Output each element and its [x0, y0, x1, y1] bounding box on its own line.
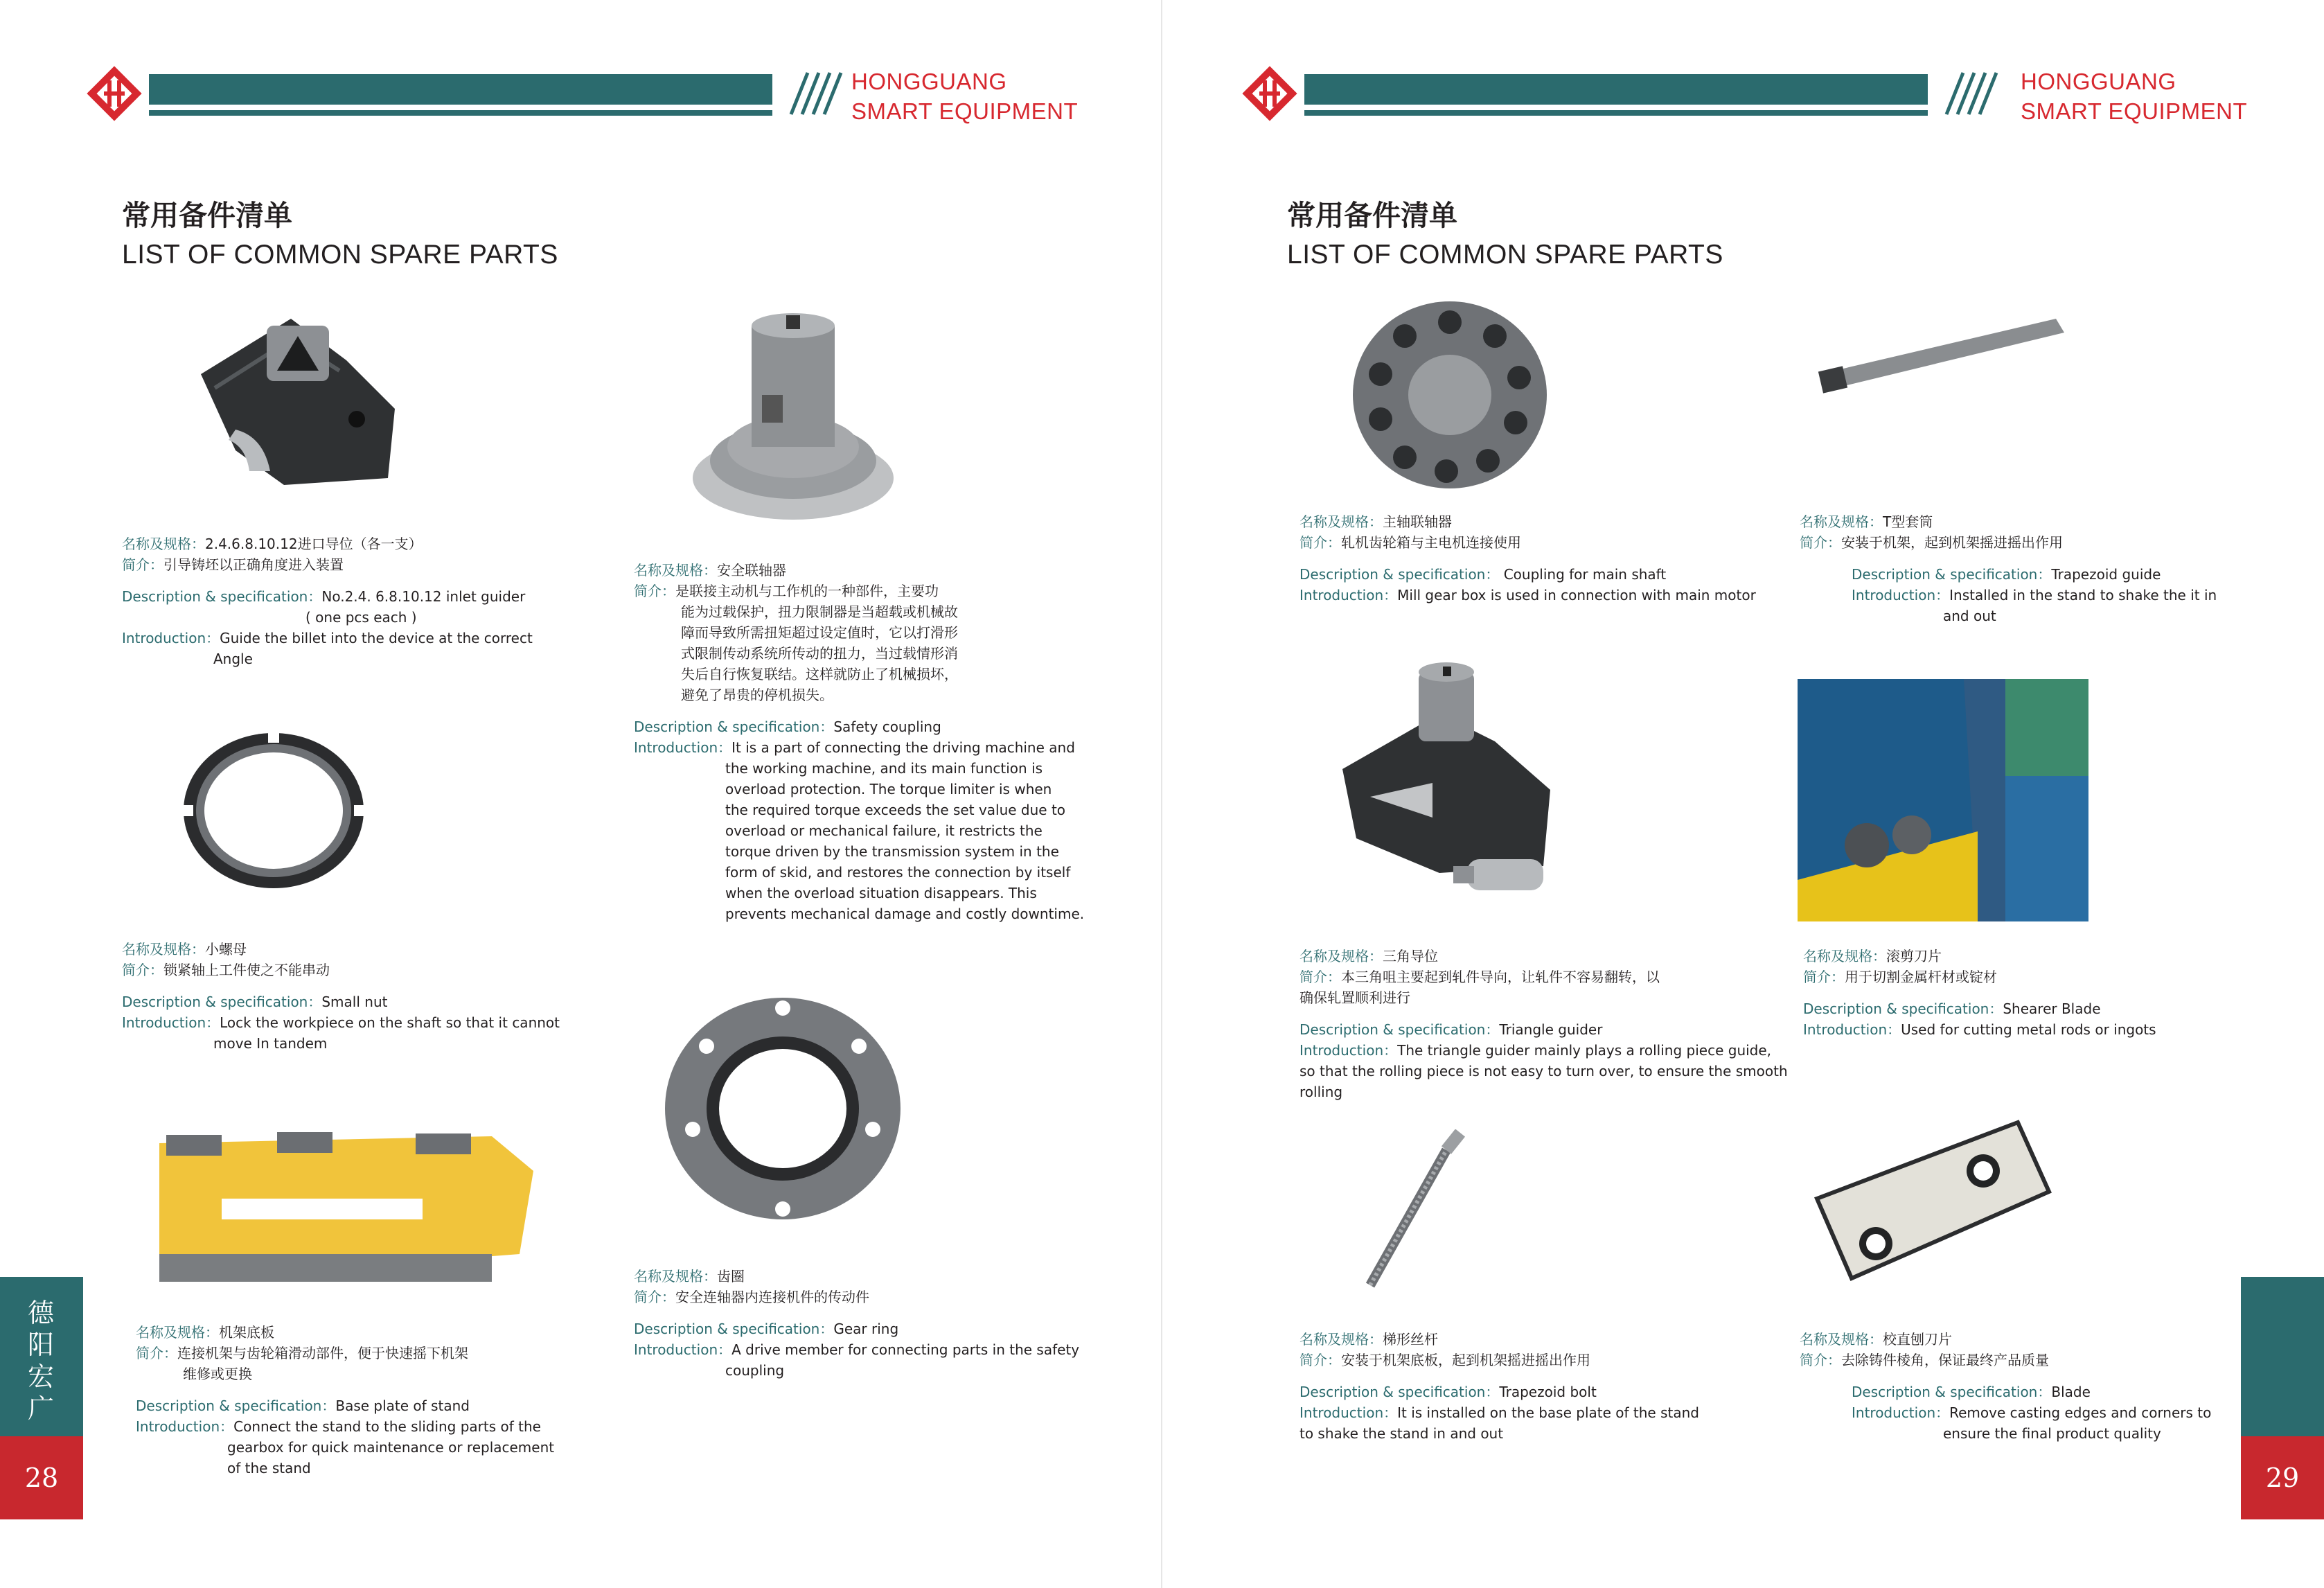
intro-label: Introduction： — [122, 1014, 220, 1031]
item-desc: Blade — [2051, 1384, 2091, 1400]
intro-label: Introduction： — [634, 739, 732, 756]
intro-label: Introduction： — [1803, 1021, 1901, 1038]
item-name: 2.4.6.8.10.12进口导位（各一支） — [205, 536, 423, 552]
brand-line-2: SMART EQUIPMENT — [2021, 98, 2248, 124]
triangle-guider-image — [1329, 658, 1578, 921]
intro-label: Introduction： — [1300, 587, 1398, 603]
item-intro: Used for cutting metal rods or ingots — [1901, 1021, 2156, 1038]
brief-line: 障而导致所需扭矩超过设定值时，它以打滑形 — [681, 624, 958, 641]
item-name: 机架底板 — [219, 1324, 274, 1341]
item-intro-cont: move In tandem — [213, 1035, 328, 1052]
item-name: 三角导位 — [1383, 948, 1438, 964]
item-desc: Trapezoid guide — [2051, 566, 2161, 583]
item-intro-cont: Angle — [213, 651, 253, 667]
item-main-shaft-coupling — [1300, 511, 1756, 606]
intro-line: when the overload situation disappears. This — [725, 885, 1037, 901]
intro-line: gearbox for quick maintenance or replacement — [227, 1439, 555, 1456]
intro-line: torque driven by the transmission system in the — [725, 843, 1059, 860]
brief-label: 简介： — [1300, 969, 1341, 985]
item-safety-coupling — [634, 560, 1084, 924]
item-brief: 本三角咀主要起到轧件导向，让轧件不容易翻转，以 — [1341, 969, 1660, 985]
item-name: 齿圈 — [717, 1268, 745, 1285]
name-label: 名称及规格： — [136, 1324, 219, 1341]
item-name: 安全联轴器 — [717, 562, 786, 579]
desc-label: Description & specification： — [136, 1397, 336, 1414]
brief-line: 式限制传动系统所传动的扭力，当过载情形消 — [681, 645, 958, 662]
item-brief: 安装于机架底板，起到机架摇进摇出作用 — [1341, 1352, 1590, 1368]
name-label: 名称及规格： — [1803, 948, 1886, 964]
desc-label: Description & specification： — [122, 588, 322, 605]
item-base-plate — [136, 1322, 554, 1479]
intro-line: so that the rolling piece is not easy to turn over, to ensure the smooth — [1300, 1063, 1788, 1079]
brief-line: 能为过载保护，扭力限制器是当超载或机械故 — [681, 603, 958, 620]
item-brief: 安全连轴器内连接机件的传动件 — [675, 1289, 869, 1305]
item-intro-cont: coupling — [725, 1362, 785, 1379]
header-slashes-icon — [776, 69, 845, 118]
name-label: 名称及规格： — [1300, 948, 1383, 964]
brief-line: 避免了昂贵的停机损失。 — [681, 687, 833, 703]
intro-line: overload protection. The torque limiter is when — [725, 781, 1052, 797]
name-label: 名称及规格： — [122, 941, 205, 958]
brief-line: 失后自行恢复联结。这样就防止了机械损坏， — [681, 666, 958, 682]
item-desc-cont: ( one pcs each ) — [305, 609, 417, 626]
item-brief: 去除铸件棱角，保证最终产品质量 — [1841, 1352, 2049, 1368]
hongguang-logo-icon — [83, 62, 145, 125]
brand-line-1: HONGGUANG — [2021, 69, 2176, 94]
small-nut-image — [177, 727, 371, 894]
item-desc: Coupling for main shaft — [1499, 566, 1667, 583]
trapezoid-bolt-image — [1349, 1129, 1474, 1296]
safety-coupling-image — [686, 305, 901, 527]
desc-label: Description & specification： — [634, 1321, 834, 1337]
brief-label: 简介： — [122, 556, 163, 573]
intro-label: Introduction： — [122, 630, 220, 646]
intro-line: of the stand — [227, 1460, 311, 1476]
name-label: 名称及规格： — [634, 562, 717, 579]
intro-label: Introduction： — [1300, 1042, 1398, 1059]
header-slashes-icon — [1931, 69, 2001, 118]
item-desc: No.2.4. 6.8.10.12 inlet guider — [321, 588, 526, 605]
item-brief-cont: 确保轧置顺利进行 — [1300, 989, 1410, 1006]
name-label: 名称及规格： — [1300, 513, 1383, 530]
side-tab-text: 德阳宏广 — [27, 1298, 54, 1424]
item-name: 主轴联轴器 — [1383, 513, 1452, 530]
intro-label: Introduction： — [1852, 1404, 1950, 1421]
intro-line: prevents mechanical damage and costly downtime. — [725, 906, 1085, 922]
page-title-en: LIST OF COMMON SPARE PARTS — [122, 240, 558, 270]
item-intro: Mill gear box is used in connection with main motor — [1397, 587, 1756, 603]
item-name: T型套筒 — [1883, 513, 1933, 530]
gear-ring-image — [658, 991, 907, 1226]
intro-label: Introduction： — [634, 1341, 732, 1358]
item-brief: 连接机架与齿轮箱滑动部件，便于快速摇下机架 — [177, 1345, 468, 1361]
item-brief: 安装于机架，起到机架摇进摇出作用 — [1841, 534, 2063, 551]
item-shearer-blade — [1803, 946, 2156, 1040]
item-intro: Installed in the stand to shake the it in — [1949, 587, 2217, 603]
name-label: 名称及规格： — [122, 536, 205, 552]
page-number-right: 29 — [2241, 1436, 2324, 1519]
name-label: 名称及规格： — [1800, 1331, 1883, 1348]
item-trapezoid-bolt — [1300, 1329, 1699, 1444]
inlet-guider-image — [187, 298, 409, 506]
item-brief: 锁紧轴上工件使之不能串动 — [163, 962, 330, 978]
desc-label: Description & specification： — [1300, 1384, 1500, 1400]
item-t-sleeve — [1800, 511, 2217, 626]
page-title-cn: 常用备件清单 — [1287, 199, 1457, 232]
brief-label: 简介： — [1300, 1352, 1341, 1368]
item-desc: Gear ring — [833, 1321, 899, 1337]
page-title-en: LIST OF COMMON SPARE PARTS — [1287, 240, 1723, 270]
brand-name — [2021, 67, 2247, 126]
brief-label: 简介： — [1800, 534, 1841, 551]
item-intro: It is installed on the base plate of the stand — [1397, 1404, 1699, 1421]
intro-line: form of skid, and restores the connection by itself — [725, 864, 1071, 881]
item-triangle-guider — [1300, 946, 1788, 1102]
item-small-nut — [122, 939, 560, 1054]
item-intro: Remove casting edges and corners to — [1949, 1404, 2212, 1421]
intro-line: the working machine, and its main function is — [725, 760, 1043, 777]
item-intro: Connect the stand to the sliding parts of the — [233, 1418, 541, 1435]
brief-label: 简介： — [634, 583, 675, 599]
brief-label: 简介： — [634, 1289, 675, 1305]
desc-label: Description & specification： — [634, 718, 834, 735]
name-label: 名称及规格： — [1300, 1331, 1383, 1348]
right-page — [1162, 0, 2324, 1588]
header-bar — [149, 74, 772, 116]
intro-label: Introduction： — [1852, 587, 1950, 603]
item-intro-cont: ensure the final product quality — [1943, 1425, 2161, 1442]
intro-line: to shake the stand in and out — [1300, 1425, 1504, 1442]
item-inlet-guider — [122, 533, 533, 669]
brand-line-1: HONGGUANG — [851, 69, 1007, 94]
name-label: 名称及规格： — [1800, 513, 1883, 530]
item-name: 小螺母 — [205, 941, 247, 958]
brief-label: 简介： — [1800, 1352, 1841, 1368]
item-intro: It is a part of connecting the driving machine and — [731, 739, 1075, 756]
base-plate-image — [145, 1115, 540, 1289]
desc-label: Description & specification： — [1300, 566, 1500, 583]
hongguang-logo-icon — [1239, 62, 1301, 125]
item-brief-cont: 维修或更换 — [183, 1366, 252, 1382]
t-sleeve-image — [1807, 305, 2070, 409]
item-desc: Shearer Blade — [2003, 1000, 2101, 1017]
item-intro: Guide the billet into the device at the correct — [220, 630, 533, 646]
item-intro-cont: and out — [1943, 608, 1996, 624]
brief-label: 简介： — [1300, 534, 1341, 551]
brief-label: 简介： — [122, 962, 163, 978]
brand-line-2: SMART EQUIPMENT — [851, 98, 1079, 124]
side-tab-right — [2241, 1277, 2324, 1436]
header-bar — [1304, 74, 1928, 116]
intro-line: rolling — [1300, 1084, 1343, 1100]
item-intro: Lock the workpiece on the shaft so that it cannot — [220, 1014, 560, 1031]
item-desc: Triangle guider — [1499, 1021, 1603, 1038]
intro-line: the required torque exceeds the set value due to — [725, 802, 1066, 818]
item-name: 梯形丝杆 — [1383, 1331, 1438, 1348]
item-gear-ring — [634, 1266, 1079, 1381]
shearer-blade-image — [1798, 679, 2088, 921]
item-brief: 用于切割金属杆材或锭材 — [1845, 969, 1997, 985]
item-desc: Safety coupling — [833, 718, 941, 735]
intro-line: overload or mechanical failure, it restricts the — [725, 822, 1043, 839]
desc-label: Description & specification： — [1803, 1000, 2003, 1017]
brief-label: 简介： — [1803, 969, 1845, 985]
desc-label: Description & specification： — [1300, 1021, 1500, 1038]
straightening-blade-image — [1810, 1115, 2059, 1289]
desc-label: Description & specification： — [122, 994, 322, 1010]
intro-label: Introduction： — [1300, 1404, 1398, 1421]
name-label: 名称及规格： — [634, 1268, 717, 1285]
item-name: 滚剪刀片 — [1886, 948, 1942, 964]
item-brief: 是联接主动机与工作机的一种部件，主要功 — [675, 583, 939, 599]
main-shaft-coupling-image — [1349, 298, 1550, 492]
brief-label: 简介： — [136, 1345, 177, 1361]
brand-name — [851, 67, 1078, 126]
item-brief: 轧机齿轮箱与主电机连接使用 — [1341, 534, 1521, 551]
desc-label: Description & specification： — [1852, 566, 2052, 583]
item-desc: Small nut — [321, 994, 388, 1010]
intro-label: Introduction： — [136, 1418, 234, 1435]
item-straightening-blade — [1800, 1329, 2211, 1444]
page-number-left: 28 — [0, 1436, 83, 1519]
item-intro: A drive member for connecting parts in the safety — [731, 1341, 1080, 1358]
page-title-cn: 常用备件清单 — [122, 199, 292, 232]
item-intro: The triangle guider mainly plays a rolling piece guide, — [1397, 1042, 1772, 1059]
item-desc: Base plate of stand — [335, 1397, 470, 1414]
item-brief: 引导铸坯以正确角度进入装置 — [163, 556, 344, 573]
desc-label: Description & specification： — [1852, 1384, 2052, 1400]
item-name: 校直刨刀片 — [1883, 1331, 1952, 1348]
item-desc: Trapezoid bolt — [1499, 1384, 1597, 1400]
